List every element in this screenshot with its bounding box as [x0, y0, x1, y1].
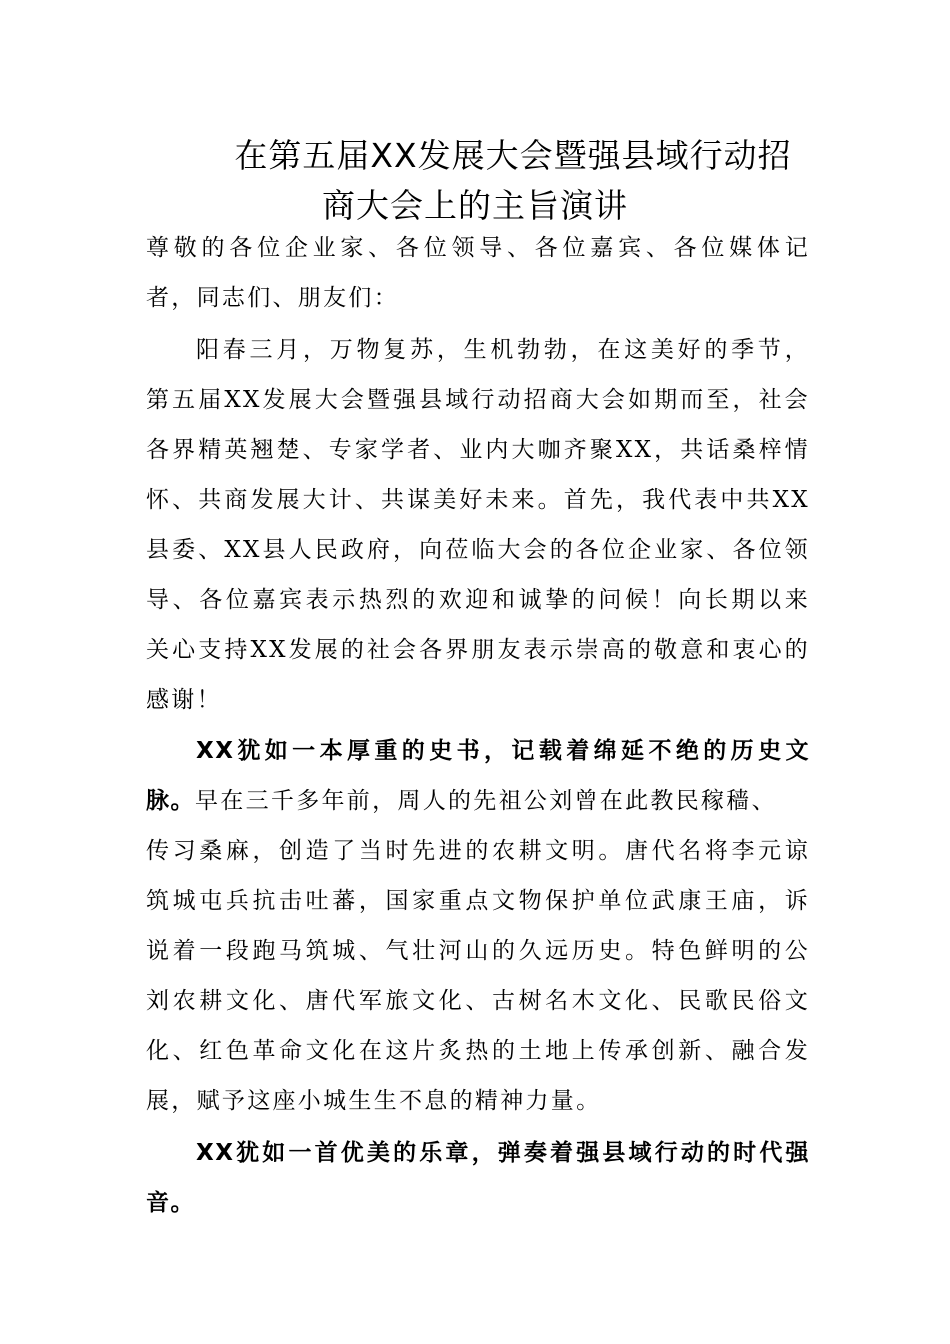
paragraph-2-line-4: 筑城屯兵抗击吐蕃，国家重点文物保护单位武康王庙，诉 [146, 888, 810, 914]
paragraph-2-line-3: 传习桑麻，创造了当时先进的农耕文明。唐代名将李元谅 [146, 838, 810, 864]
paragraph-2-line-8: 展，赋予这座小城生生不息的精神力量。 [146, 1088, 602, 1114]
paragraph-1-line-2: 第五届XX发展大会暨强县域行动招商大会如期而至，社会 [146, 387, 810, 413]
paragraph-2-line-2 [146, 781, 810, 821]
paragraph-2-line-5: 说着一段跑马筑城、气壮河山的久远历史。特色鲜明的公 [146, 938, 810, 964]
paragraph-1-line-7: 关心支持XX发展的社会各界朋友表示崇高的敬意和衷心的 [146, 637, 810, 663]
paragraph-3-lead-line-2: 音。 [146, 1190, 195, 1216]
salutation-line-1: 尊敬的各位企业家、各位领导、各位嘉宾、各位媒体记 [146, 235, 810, 261]
salutation-line-2: 者，同志们、朋友们： [146, 285, 399, 311]
paragraph-1-line-3: 各界精英翘楚、专家学者、业内大咖齐聚XX，共话桑梓情 [146, 437, 810, 463]
paragraph-1-line-5: 县委、XX县人民政府，向莅临大会的各位企业家、各位领 [146, 537, 810, 563]
paragraph-1-line-8: 感谢！ [146, 687, 222, 713]
paragraph-2-lead-line-2: 脉。 [146, 788, 195, 814]
paragraph-1-line-1: 阳春三月，万物复苏，生机勃勃，在这美好的季节， [196, 337, 810, 363]
paragraph-1-line-6: 导、各位嘉宾表示热烈的欢迎和诚挚的问候！向长期以来 [146, 587, 810, 613]
document-title-line-2: 商大会上的主旨演讲 [322, 186, 628, 225]
paragraph-2-line-7: 化、红色革命文化在这片炙热的土地上传承创新、融合发 [146, 1038, 810, 1064]
paragraph-2-body-start: 早在三千多年前，周人的先祖公刘曾在此教民稼穑、 [195, 788, 777, 814]
paragraph-2-lead-line-1: XX犹如一本厚重的史书，记载着绵延不绝的历史文 [196, 738, 810, 764]
paragraph-1-line-4: 怀、共商发展大计、共谋美好未来。首先，我代表中共XX [146, 487, 810, 513]
paragraph-3-lead-line-1: XX犹如一首优美的乐章，弹奏着强县域行动的时代强 [196, 1140, 810, 1166]
paragraph-2-line-6: 刘农耕文化、唐代军旅文化、古树名木文化、民歌民俗文 [146, 988, 810, 1014]
document-title-line-1: 在第五届XX发展大会暨强县域行动招 [234, 136, 792, 175]
